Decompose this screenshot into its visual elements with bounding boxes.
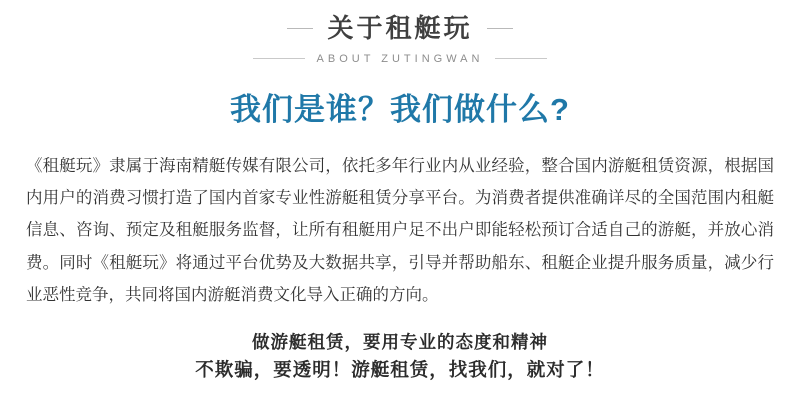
section-header xyxy=(0,0,800,65)
right-rule-decoration xyxy=(487,28,513,29)
left-subtitle-rule xyxy=(253,58,305,59)
section-title-en: ABOUT ZUTINGWAN xyxy=(316,52,484,65)
slogan-line-2: 不欺骗，要透明！游艇租赁，找我们，就对了！ xyxy=(195,359,605,381)
about-body-text: 《租艇玩》隶属于海南精艇传媒有限公司，依托多年行业内从业经验，整合国内游艇租赁资源，根据国内用户的消费习惯打造了国内首家专业性游艇租赁分享平台。为消费者提供准确详尽的全国范围内租艇信息、咨询、预定及租艇服务监督，让所有租艇用户足不出户即能轻松预订合适自己的游艇，并放心消费。同时《租艇玩》将通过平台优势及大数据共享，引导并帮助船东、租艇企业提升服务质量，减少行业恶性竞争，共同将国内游艇消费文化导入正确的方向。 xyxy=(26,157,774,304)
right-subtitle-rule xyxy=(495,58,547,59)
slogan-line-1: 做游艇租赁，要用专业的态度和精神 xyxy=(252,331,548,352)
subtitle-row xyxy=(253,53,548,65)
page-headline: 我们是谁？我们做什么? xyxy=(230,91,570,127)
section-title-cn: 关于租艇玩 xyxy=(327,13,473,43)
left-rule-decoration xyxy=(287,28,313,29)
slogan-block xyxy=(0,329,800,385)
title-row xyxy=(287,14,512,44)
